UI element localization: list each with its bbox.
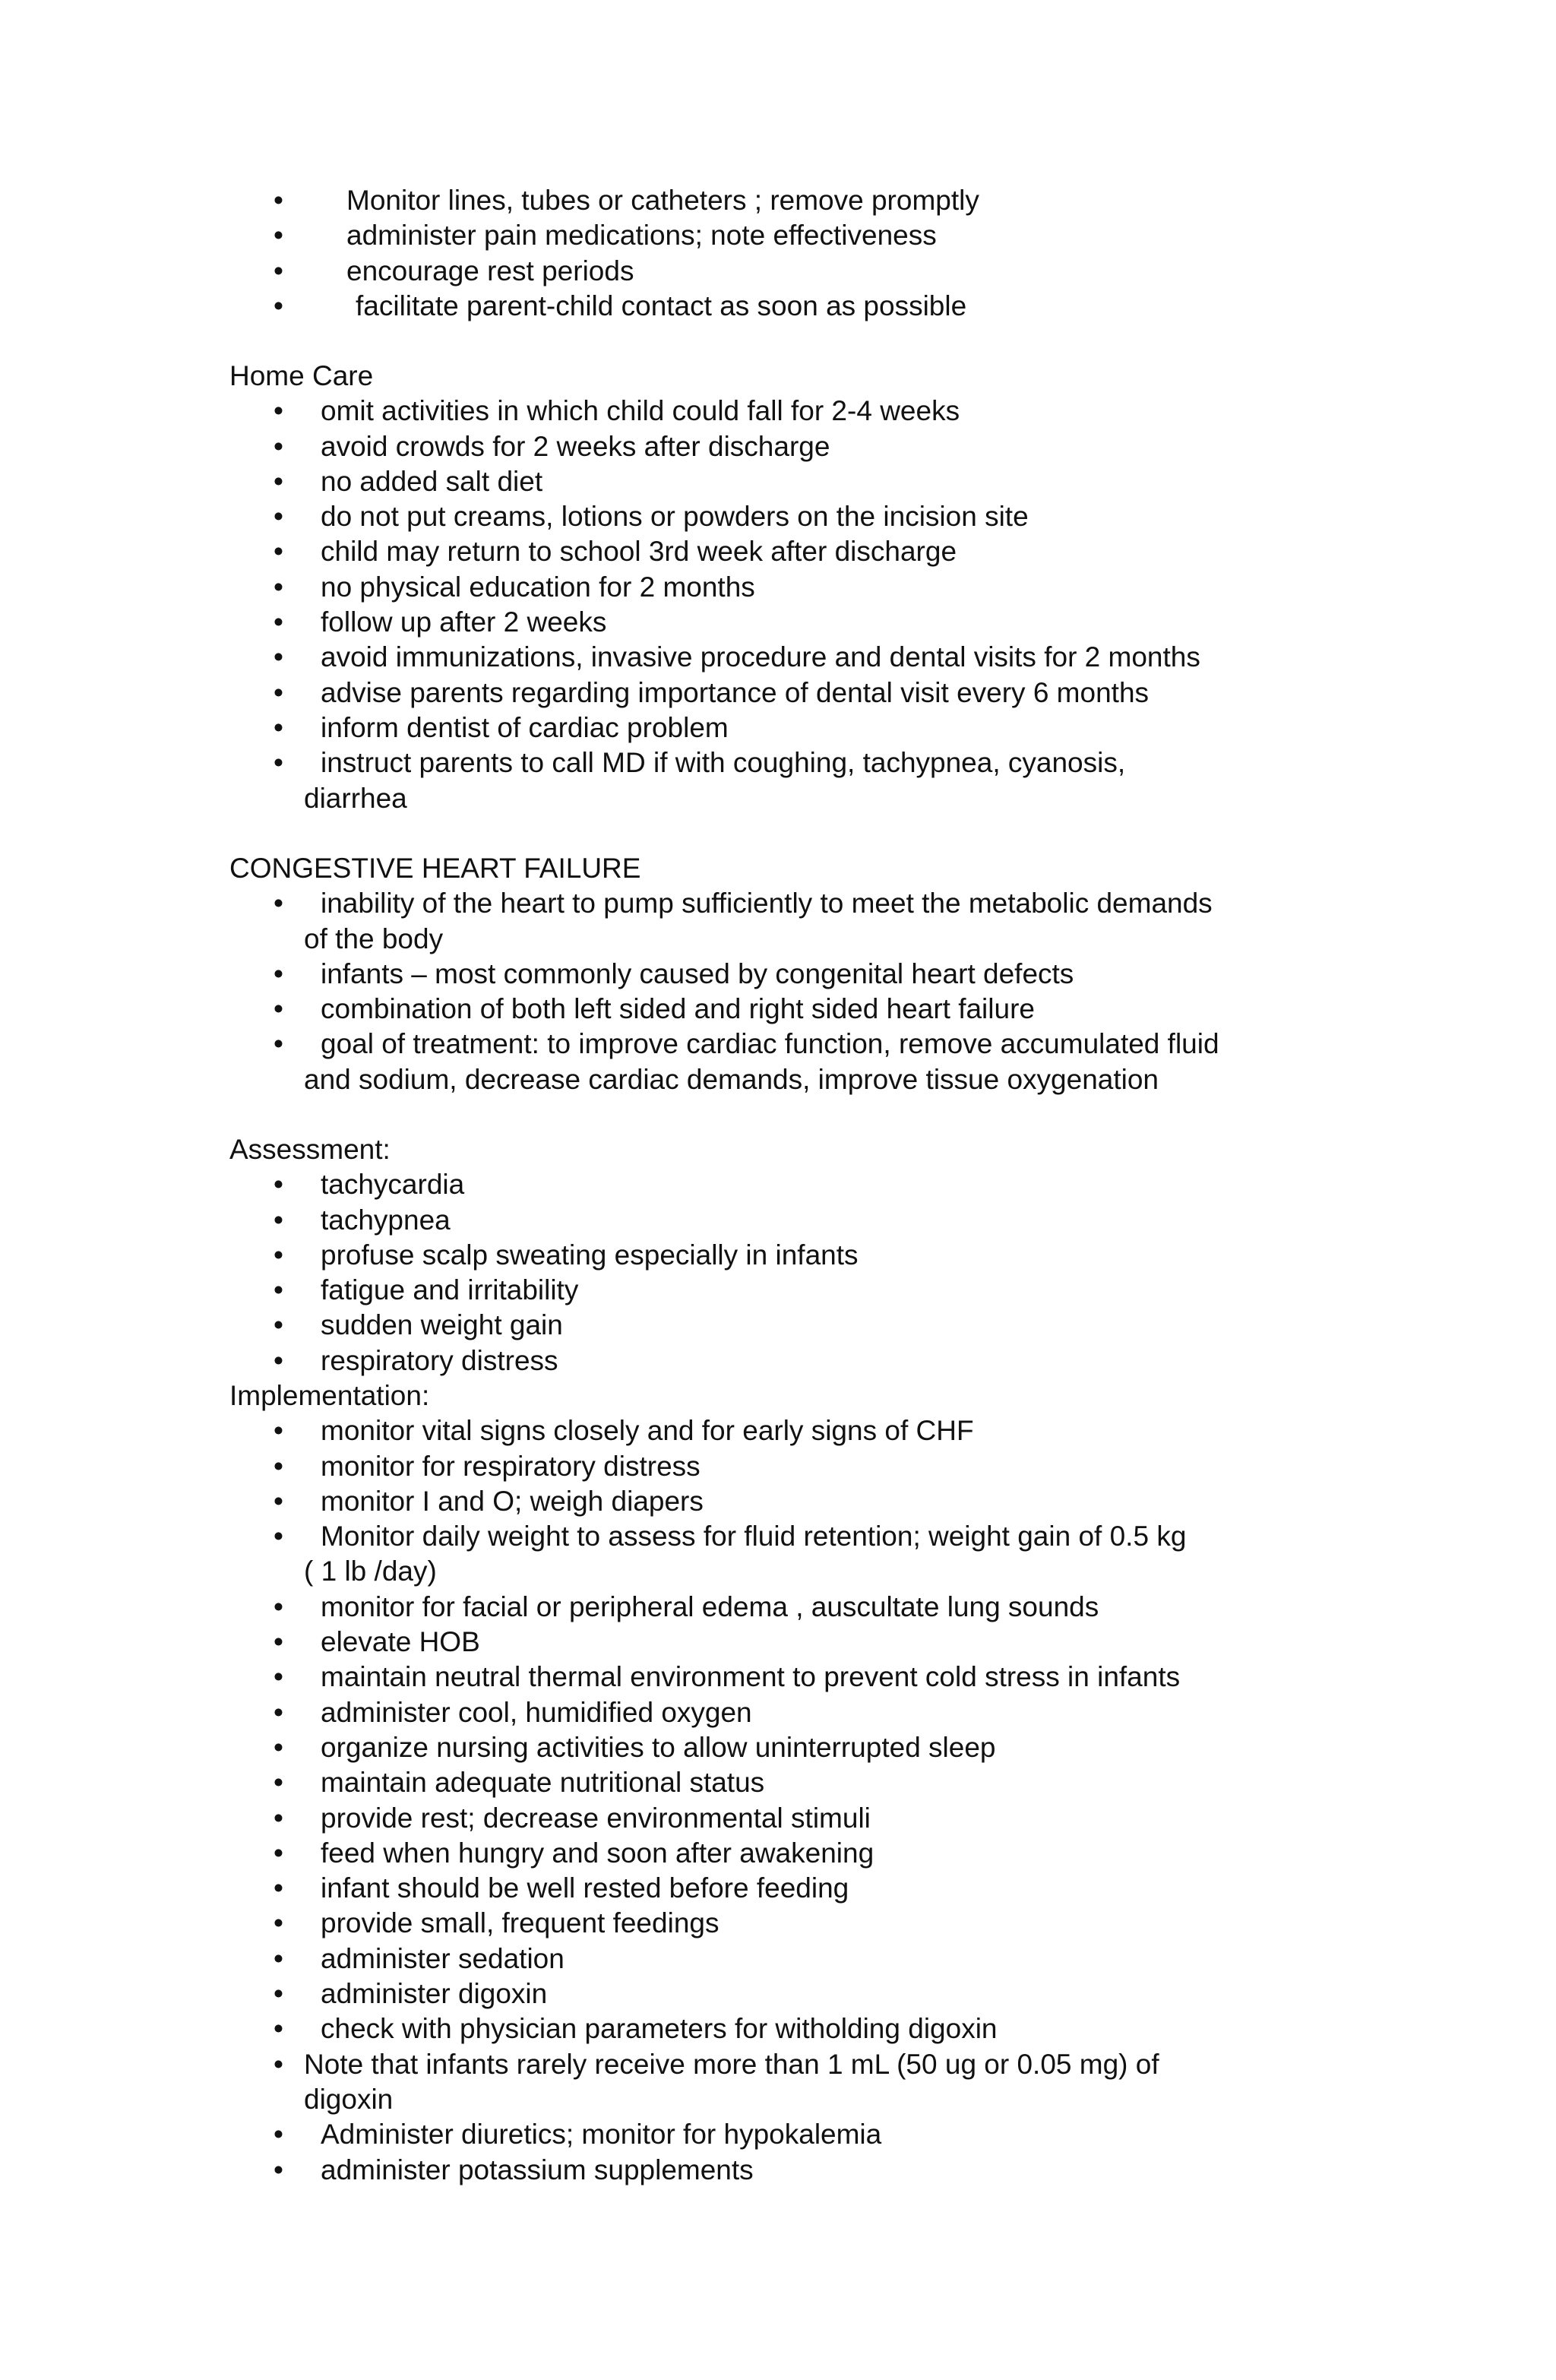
bullet-icon: • — [274, 2154, 283, 2185]
assessment-list — [229, 1167, 1369, 1378]
list-item: • administer sedation — [229, 1942, 1369, 1976]
bullet-icon: • — [274, 676, 283, 708]
list-item: • profuse scalp sweating especially in infants — [229, 1238, 1369, 1273]
list-item: • goal of treatment: to improve cardiac function, remove accumulated fluid and sodium, decrease cardiac demands, improve tissue oxygenation — [274, 1028, 1219, 1095]
list-item: • monitor for respiratory distress — [229, 1449, 1369, 1484]
bullet-icon: • — [274, 1661, 283, 1693]
bullet-icon: • — [274, 571, 283, 603]
bullet-icon: • — [274, 1239, 283, 1271]
list-item: • inability of the heart to pump sufficiently to meet the metabolic demands of the body — [274, 888, 1213, 954]
bullet-icon: • — [274, 747, 283, 779]
list-item: • sudden weight gain — [229, 1308, 1369, 1343]
bullet-icon: • — [274, 1590, 283, 1622]
list-item: • maintain adequate nutritional status — [229, 1765, 1369, 1800]
section-heading: CONGESTIVE HEART FAILURE — [229, 853, 641, 884]
list-item: • no added salt diet — [229, 464, 1369, 499]
home-care-section — [229, 359, 1369, 816]
bullet-icon: • — [274, 957, 283, 989]
bullet-icon: • — [274, 255, 283, 286]
list-item: • infant should be well rested before feeding — [229, 1871, 1369, 1906]
bullet-icon: • — [274, 1450, 283, 1482]
bullet-icon: • — [274, 1309, 283, 1341]
list-item: • monitor vital signs closely and for early signs of CHF — [229, 1413, 1369, 1448]
bullet-icon: • — [274, 1274, 283, 1306]
list-item: • infants – most commonly caused by congenital heart defects — [229, 957, 1369, 992]
bullet-icon: • — [274, 2048, 283, 2080]
list-item: • check with physician parameters for witholding digoxin — [229, 2011, 1369, 2046]
implementation-section — [229, 1378, 1369, 2188]
bullet-icon: • — [274, 1415, 283, 1447]
list-item: • inform dentist of cardiac problem — [229, 711, 1369, 745]
home-care-list — [229, 394, 1369, 816]
list-item: • administer cool, humidified oxygen — [229, 1695, 1369, 1730]
list-item: • monitor I and O; weigh diapers — [229, 1484, 1369, 1519]
list-item: • tachycardia — [229, 1167, 1369, 1202]
chf-list — [229, 886, 1369, 1097]
list-item: • tachypnea — [229, 1203, 1369, 1238]
bullet-icon: • — [274, 1169, 283, 1201]
bullet-icon: • — [274, 641, 283, 673]
list-item: • Monitor daily weight to assess for fluid retention; weight gain of 0.5 kg ( 1 lb /day) — [274, 1521, 1187, 1587]
top-bullet-list — [229, 183, 1369, 324]
list-item: • no physical education for 2 months — [229, 570, 1369, 605]
bullet-icon: • — [274, 430, 283, 462]
bullet-icon: • — [274, 1907, 283, 1939]
list-item: • encourage rest periods — [229, 254, 1369, 289]
bullet-icon: • — [274, 1872, 283, 1904]
list-item: • follow up after 2 weeks — [229, 605, 1369, 640]
list-item: • child may return to school 3rd week after discharge — [229, 534, 1369, 569]
list-item: • maintain neutral thermal environment to prevent cold stress in infants — [229, 1660, 1369, 1695]
bullet-icon: • — [274, 1767, 283, 1799]
list-item: • monitor for facial or peripheral edema , auscultate lung sounds — [229, 1590, 1369, 1625]
bullet-icon: • — [274, 1802, 283, 1834]
bullet-icon: • — [274, 185, 283, 216]
list-item: • provide small, frequent feedings — [229, 1906, 1369, 1941]
bullet-icon: • — [274, 1344, 283, 1376]
list-item: • facilitate parent-child contact as soon as possible — [229, 289, 1369, 324]
bullet-icon: • — [274, 465, 283, 497]
assessment-section — [229, 1132, 1369, 1378]
bullet-icon: • — [274, 1028, 283, 1060]
list-item: • instruct parents to call MD if with coughing, tachypnea, cyanosis, diarrhea — [274, 747, 1126, 814]
list-item: • avoid immunizations, invasive procedure and dental visits for 2 months — [229, 640, 1369, 675]
bullet-icon: • — [274, 1204, 283, 1236]
list-item: • respiratory distress — [229, 1343, 1369, 1378]
bullet-icon: • — [274, 536, 283, 568]
bullet-icon: • — [274, 711, 283, 743]
bullet-icon: • — [274, 290, 283, 321]
bullet-icon: • — [274, 1521, 283, 1552]
section-heading: Home Care — [229, 360, 374, 391]
list-item: • advise parents regarding importance of dental visit every 6 months — [229, 676, 1369, 711]
section-heading: Implementation: — [229, 1380, 430, 1411]
bullet-icon: • — [274, 1485, 283, 1517]
list-item: • combination of both left sided and right sided heart failure — [229, 992, 1369, 1027]
section-heading: Assessment: — [229, 1134, 391, 1165]
list-item: • Note that infants rarely receive more than 1 mL (50 ug or 0.05 mg) of digoxin — [274, 2048, 1159, 2115]
bullet-icon: • — [274, 1837, 283, 1869]
list-item: • fatigue and irritability — [229, 1273, 1369, 1308]
bullet-icon: • — [274, 220, 283, 252]
list-item: • provide rest; decrease environmental stimuli — [229, 1801, 1369, 1836]
list-item: • do not put creams, lotions or powders on the incision site — [229, 499, 1369, 534]
bullet-icon: • — [274, 2119, 283, 2151]
list-item: • Monitor lines, tubes or catheters ; remove promptly — [229, 183, 1369, 218]
bullet-icon: • — [274, 1626, 283, 1658]
bullet-icon: • — [274, 1731, 283, 1763]
bullet-icon: • — [274, 993, 283, 1025]
list-item: • feed when hungry and soon after awakening — [229, 1836, 1369, 1871]
list-item: • organize nursing activities to allow uninterrupted sleep — [229, 1730, 1369, 1765]
bullet-icon: • — [274, 606, 283, 638]
list-item: • administer pain medications; note effectiveness — [229, 218, 1369, 253]
list-item: • Administer diuretics; monitor for hypokalemia — [229, 2117, 1369, 2152]
bullet-icon: • — [274, 1696, 283, 1728]
list-item: • omit activities in which child could fall for 2-4 weeks — [229, 394, 1369, 429]
list-item: • administer digoxin — [229, 1976, 1369, 2011]
implementation-list — [229, 1413, 1369, 2188]
bullet-icon: • — [274, 395, 283, 427]
bullet-icon: • — [274, 501, 283, 533]
list-item: • elevate HOB — [229, 1625, 1369, 1660]
bullet-icon: • — [274, 888, 283, 919]
list-item: • administer potassium supplements — [229, 2153, 1369, 2188]
bullet-icon: • — [274, 1978, 283, 2010]
chf-section — [229, 851, 1369, 1097]
bullet-icon: • — [274, 1942, 283, 1974]
list-item: • avoid crowds for 2 weeks after discharge — [229, 429, 1369, 464]
top-list-section — [229, 183, 1369, 324]
bullet-icon: • — [274, 2013, 283, 2045]
